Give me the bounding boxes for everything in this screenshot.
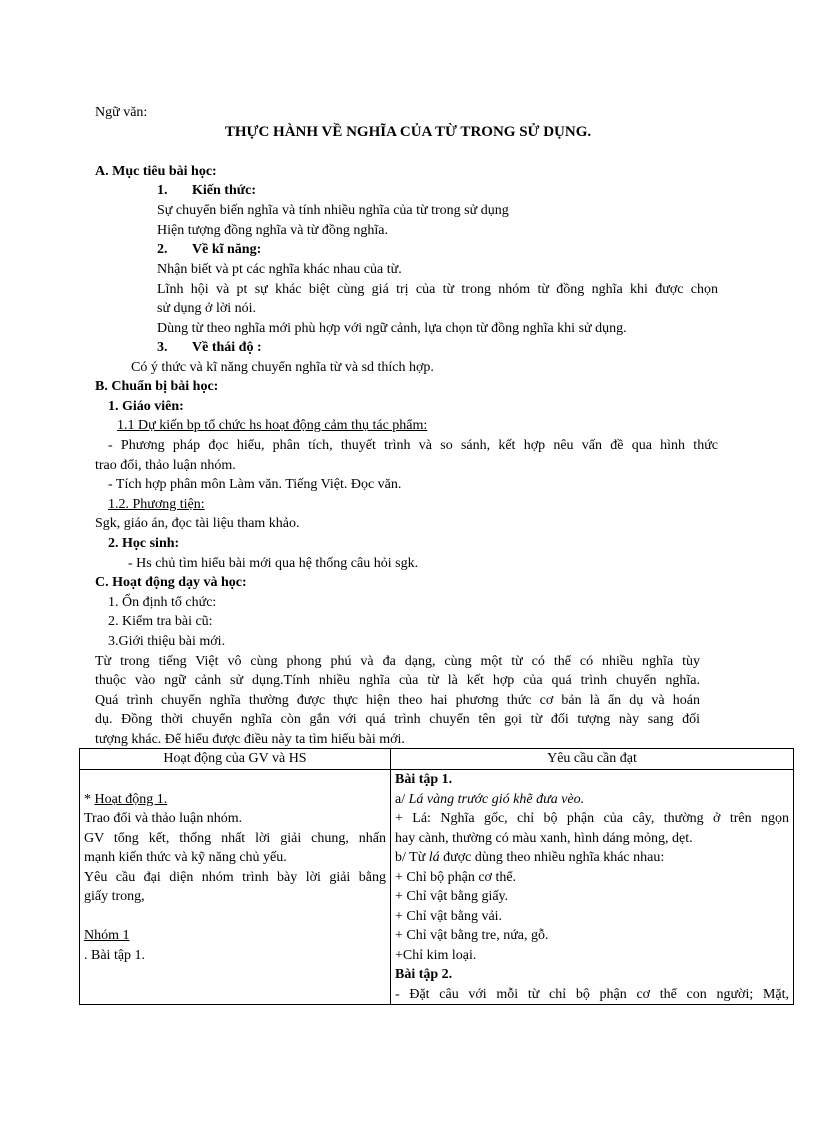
activity-line xyxy=(84,790,386,810)
left-line-3a: Yêu cầu đại diện nhóm trình bày lời giải bằng xyxy=(84,869,386,885)
list-item: + Chỉ bộ phận cơ thể. xyxy=(395,869,517,885)
skills-line-2a: Lĩnh hội và pt sự khác biệt cùng giá trị của từ trong nhóm từ đồng nghĩa khi được chọn xyxy=(157,282,718,297)
list-item: +Chỉ kim loại. xyxy=(395,947,477,963)
skills-line-1: Nhận biết và pt các nghĩa khác nhau của từ. xyxy=(157,262,402,277)
skills-line-3: Dùng từ theo nghĩa mới phù hợp với ngữ cảnh, lựa chọn từ đồng nghĩa khi sử dụng. xyxy=(157,321,627,336)
activity-table xyxy=(79,748,794,1005)
col-header-activities: Hoạt động của GV và HS xyxy=(80,749,391,770)
col-header-requirements: Yêu cầu cần đạt xyxy=(391,749,794,770)
exercise-1b xyxy=(395,848,789,868)
method-line-b: trao đổi, thảo luận nhóm. xyxy=(95,458,236,473)
list-item: + Chỉ vật bằng giấy. xyxy=(395,889,509,904)
method-line-a: - Phương pháp đọc hiểu, phân tích, thuyết trình và so sánh, kết hợp nêu vấn đề qua hình thức xyxy=(108,438,718,453)
left-cell xyxy=(80,770,391,1005)
means-heading: 1.2. Phương tiện: xyxy=(108,497,205,512)
left-line-2b: mạnh kiến thức và kỹ năng chủ yếu. xyxy=(84,850,287,865)
student-heading: 2. Học sinh: xyxy=(108,536,180,551)
activity-title: Hoạt động 1. xyxy=(94,791,168,807)
left-line-1: Trao đổi và thảo luận nhóm. xyxy=(84,811,243,826)
intro-line-5: tượng khác. Để hiểu được điều này ta tìm hiểu bài mới. xyxy=(95,732,405,747)
list-item: + Chỉ vật bằng vải. xyxy=(395,908,503,924)
subject-label: Ngữ văn: xyxy=(95,105,148,120)
exercise-1a-quote: Lá vàng trước gió khẽ đưa vèo. xyxy=(408,791,585,807)
step-1: 1. Ổn định tổ chức: xyxy=(108,595,217,610)
step-3: 3.Giới thiệu bài mới. xyxy=(108,634,226,649)
exercise-1-title: Bài tập 1. xyxy=(395,772,453,787)
activity-star: * xyxy=(84,791,95,807)
exercise-1a xyxy=(395,790,789,810)
right-cell xyxy=(391,770,794,1005)
intro-line-1: Từ trong tiếng Việt vô cùng phong phú và đa dạng, cùng một từ có thể có nhiều nghĩa tùy xyxy=(95,654,700,669)
exercise-1b-word: lá xyxy=(428,850,440,865)
section-a-heading: A. Mục tiêu bài học: xyxy=(95,164,217,179)
attitude-title: Về thái độ : xyxy=(192,340,262,355)
left-line-3b: giấy trong, xyxy=(84,889,145,904)
exercise-2-title: Bài tập 2. xyxy=(395,967,453,982)
plan-heading: 1.1 Dự kiến bp tổ chức hs hoạt động cảm thụ tác phẩm: xyxy=(117,418,428,433)
intro-line-3: Quá trình chuyển nghĩa thường được thực hiện theo hai phương thức cơ bản là ẩn dụ và hoán xyxy=(95,693,700,708)
skills-line-2b: sử dụng ở lời nói. xyxy=(157,301,257,316)
exercise-2-line-1: - Đặt câu với mỗi từ chỉ bộ phận cơ thể con người; Mặt, xyxy=(395,986,789,1002)
page-title: THỰC HÀNH VỀ NGHĨA CỦA TỪ TRONG SỬ DỤNG. xyxy=(224,124,592,140)
group-title: Nhóm 1 xyxy=(84,928,130,943)
integrate-line: - Tích hợp phân môn Làm văn. Tiếng Việt. Đọc văn. xyxy=(108,477,402,492)
exercise-1b-rest: được dùng theo nhiều nghĩa khác nhau: xyxy=(439,850,665,865)
left-line-2a: GV tổng kết, thống nhất lời giải chung, nhấn xyxy=(84,830,386,846)
exercise-1a-line-2: hay cành, thường có màu xanh, hình dáng mỏng, dẹt. xyxy=(395,830,693,846)
intro-line-4: dụ. Đồng thời chuyển nghĩa còn gắn với quá trình chuyển tên gọi từ đối tượng này sang đối xyxy=(95,712,700,727)
skills-title: Về kĩ năng: xyxy=(192,242,262,257)
knowledge-title: Kiến thức: xyxy=(192,183,257,198)
table-row xyxy=(80,770,794,1005)
exercise-1a-prefix: a/ xyxy=(395,791,409,807)
teacher-heading: 1. Giáo viên: xyxy=(108,399,184,414)
intro-line-2: thuộc vào ngữ cảnh sử dụng.Tính nhiều nghĩa của từ là kết hợp của quá trình chuyển nghĩa. xyxy=(95,673,700,688)
knowledge-line-2: Hiện tượng đồng nghĩa và từ đồng nghĩa. xyxy=(157,223,388,238)
attitude-line-1: Có ý thức và kĩ năng chuyển nghĩa từ và sd thích hợp. xyxy=(131,360,434,375)
section-b-heading: B. Chuẩn bị bài học: xyxy=(95,379,219,394)
step-2: 2. Kiểm tra bài cũ: xyxy=(108,614,213,629)
student-text: - Hs chủ tìm hiểu bài mới qua hệ thống câu hỏi sgk. xyxy=(128,556,419,571)
means-text: Sgk, giáo án, đọc tài liệu tham khảo. xyxy=(95,516,300,531)
knowledge-line-1: Sự chuyển biến nghĩa và tính nhiều nghĩa của từ trong sử dụng xyxy=(157,203,509,218)
attitude-number: 3. xyxy=(157,340,168,355)
skills-number: 2. xyxy=(157,242,168,257)
exercise-1b-prefix: b/ Từ xyxy=(395,850,429,865)
section-c-heading: C. Hoạt động dạy và học: xyxy=(95,575,247,590)
knowledge-number: 1. xyxy=(157,183,168,198)
exercise-1a-line-1: + Lá: Nghĩa gốc, chỉ bộ phận của cây, thường ở trên ngọn xyxy=(395,811,789,826)
table-header-row xyxy=(80,749,794,770)
list-item: + Chỉ vật bằng tre, nứa, gỗ. xyxy=(395,928,549,943)
group-exercise: . Bài tập 1. xyxy=(84,947,146,963)
